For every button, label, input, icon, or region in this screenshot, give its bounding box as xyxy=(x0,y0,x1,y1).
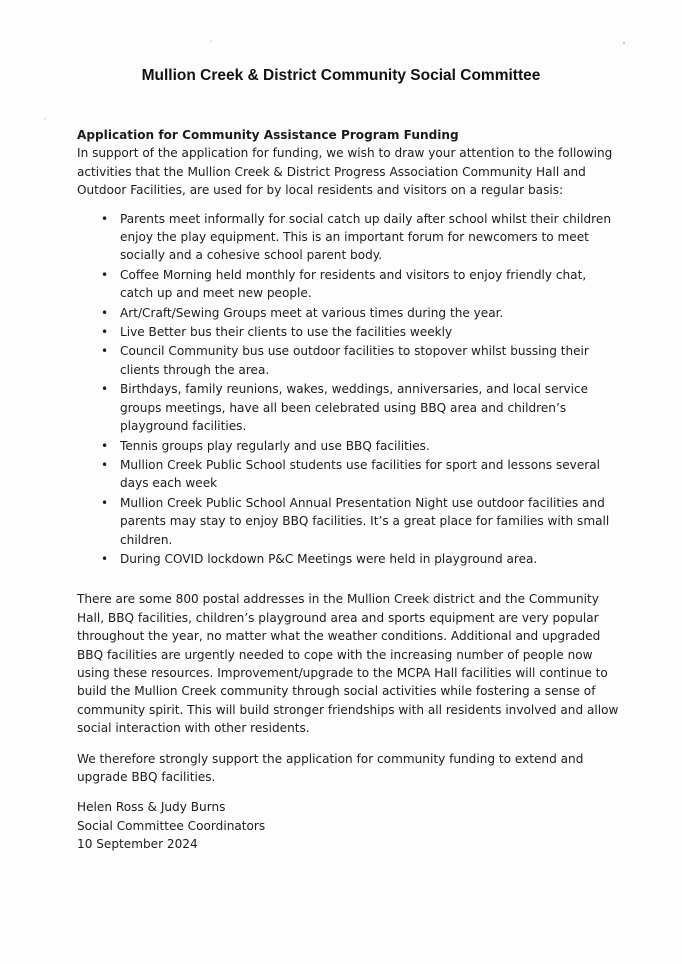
section-heading: Application for Community Assistance Program Funding xyxy=(77,128,459,142)
community-paragraph: There are some 800 postal addresses in the Mullion Creek district and the Community Hall, BBQ facilities, children’s playground area and sports equipment are very popular throughout the year, no matter what the weather conditions. Additional and upgraded BBQ facilities are urgently needed to cope with the increasing number of people now using these resources. Improvement/upgrade to the MCPA Hall facilities will continue to build the Mullion Creek community through social activities while fostering a sense of community spirit. This will build stronger friendships with all residents involved and allow social interaction with other residents. xyxy=(77,592,619,736)
bullet-icon: • xyxy=(101,457,109,472)
letter-body xyxy=(77,126,622,854)
activity-text: Mullion Creek Public School students use facilities for sport and lessons several days each week xyxy=(120,457,601,491)
list-item xyxy=(101,437,622,455)
bullet-icon: • xyxy=(101,211,109,226)
activity-text: Tennis groups play regularly and use BBQ facilities. xyxy=(120,438,430,453)
list-item xyxy=(101,210,622,265)
signatory-names: Helen Ross & Judy Burns xyxy=(77,800,226,815)
scan-speck xyxy=(623,42,625,44)
activity-text: Live Better bus their clients to use the facilities weekly xyxy=(120,325,453,340)
bullet-icon: • xyxy=(101,267,109,282)
signatory-role: Social Committee Coordinators xyxy=(77,818,266,833)
bullet-icon: • xyxy=(101,495,109,510)
activity-text: Parents meet informally for social catch up daily after school whilst their children enjoy the play equipment. This is an important forum for newcomers to meet socially and a cohesive school parent body. xyxy=(120,211,611,263)
bullet-icon: • xyxy=(101,438,109,453)
list-item xyxy=(101,323,622,341)
support-paragraph: We therefore strongly support the application for community funding to extend and upgrade BBQ facilities. xyxy=(77,751,584,784)
intro-paragraph: In support of the application for funding, we wish to draw your attention to the following activities that the Mullion Creek & District Progress Association Community Hall and Outdoor Facilities, are used for by local residents and visitors on a regular basis: xyxy=(77,146,613,198)
bullet-icon: • xyxy=(101,325,109,340)
list-item xyxy=(101,550,622,568)
activity-text: Coffee Morning held monthly for residents and visitors to enjoy friendly chat, catch up and meet new people. xyxy=(120,267,587,301)
activity-text: Mullion Creek Public School Annual Presentation Night use outdoor facilities and parents may stay to enjoy BBQ facilities. It’s a great place for families with small children. xyxy=(120,495,610,547)
list-item xyxy=(101,266,622,303)
list-item xyxy=(101,380,622,435)
list-item xyxy=(101,304,622,322)
bullet-icon: • xyxy=(101,344,109,359)
signature-block xyxy=(77,798,622,853)
letter-date: 10 September 2024 xyxy=(77,837,198,852)
activities-list xyxy=(77,210,622,569)
bullet-icon: • xyxy=(101,551,109,566)
letter-title: Mullion Creek & District Community Social Committee xyxy=(141,67,541,84)
scan-speck xyxy=(210,40,212,42)
activity-text: During COVID lockdown P&C Meetings were held in playground area. xyxy=(120,551,538,566)
scan-speck xyxy=(44,118,46,120)
list-item xyxy=(101,342,622,379)
list-item xyxy=(101,494,622,549)
activity-text: Art/Craft/Sewing Groups meet at various times during the year. xyxy=(120,305,504,320)
bullet-icon: • xyxy=(101,305,109,320)
list-item xyxy=(101,456,622,493)
activity-text: Council Community bus use outdoor facilities to stopover whilst bussing their clients through the area. xyxy=(120,344,589,377)
activity-text: Birthdays, family reunions, wakes, weddings, anniversaries, and local service groups meetings, have all been celebrated using BBQ area and children’s playground facilities. xyxy=(120,382,589,434)
bullet-icon: • xyxy=(101,382,109,397)
